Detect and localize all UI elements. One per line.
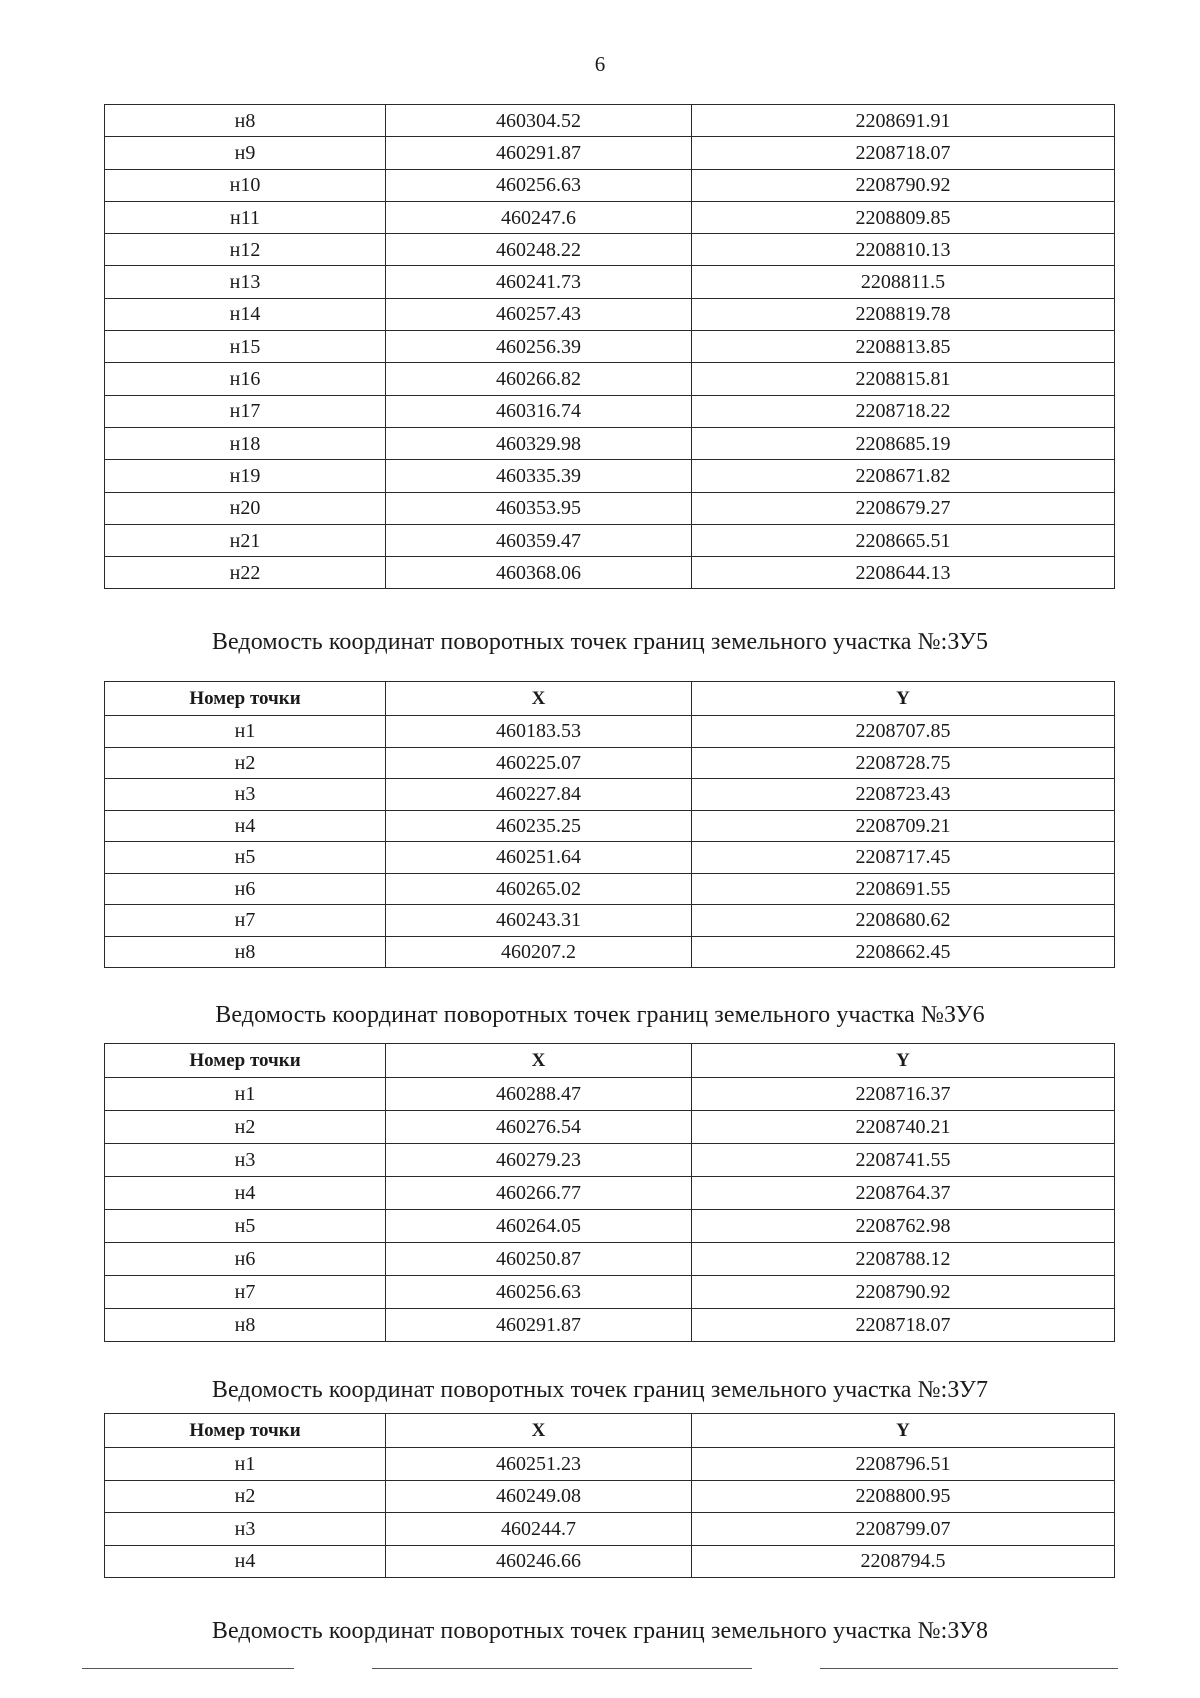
x-coordinate-cell: 460246.66	[386, 1545, 692, 1578]
y-coordinate-cell: 2208718.07	[692, 137, 1115, 169]
column-header-y: Y	[692, 1044, 1115, 1078]
y-coordinate-cell: 2208790.92	[692, 1276, 1115, 1309]
coordinates-table-zu7	[104, 1413, 1115, 1578]
x-coordinate-cell: 460251.23	[386, 1448, 692, 1481]
point-number-cell: н2	[105, 747, 386, 779]
table-row	[105, 557, 1115, 589]
table-row	[105, 427, 1115, 459]
table-row	[105, 105, 1115, 137]
section-title-zu5: Ведомость координат поворотных точек границ земельного участка №:ЗУ5	[211, 629, 989, 655]
x-coordinate-cell: 460266.82	[386, 363, 692, 395]
point-number-cell: н5	[105, 842, 386, 874]
x-coordinate-cell: 460329.98	[386, 427, 692, 459]
y-coordinate-cell: 2208691.55	[692, 873, 1115, 905]
point-number-cell: н4	[105, 1177, 386, 1210]
x-coordinate-cell: 460291.87	[386, 137, 692, 169]
table-row	[105, 1078, 1115, 1111]
x-coordinate-cell: 460335.39	[386, 460, 692, 492]
table-row	[105, 1513, 1115, 1546]
y-coordinate-cell: 2208718.07	[692, 1309, 1115, 1342]
coordinates-table-zu6	[104, 1043, 1115, 1342]
y-coordinate-cell: 2208680.62	[692, 905, 1115, 937]
point-number-cell: н1	[105, 1078, 386, 1111]
x-coordinate-cell: 460316.74	[386, 395, 692, 427]
x-coordinate-cell: 460279.23	[386, 1144, 692, 1177]
point-number-cell: н3	[105, 779, 386, 811]
y-coordinate-cell: 2208800.95	[692, 1480, 1115, 1513]
table-row	[105, 1309, 1115, 1342]
point-number-cell: н14	[105, 298, 386, 330]
column-header-y: Y	[692, 682, 1115, 716]
x-coordinate-cell: 460265.02	[386, 873, 692, 905]
point-number-cell: н6	[105, 873, 386, 905]
table-row	[105, 842, 1115, 874]
point-number-cell: н19	[105, 460, 386, 492]
y-coordinate-cell: 2208718.22	[692, 395, 1115, 427]
page-number: 6	[594, 52, 606, 76]
x-coordinate-cell: 460276.54	[386, 1111, 692, 1144]
y-coordinate-cell: 2208662.45	[692, 936, 1115, 968]
coordinates-table-continued	[104, 104, 1115, 589]
y-coordinate-cell: 2208796.51	[692, 1448, 1115, 1481]
y-coordinate-cell: 2208644.13	[692, 557, 1115, 589]
table-row	[105, 1448, 1115, 1481]
footer-rule	[82, 1668, 294, 1669]
table-row	[105, 137, 1115, 169]
point-number-cell: н4	[105, 1545, 386, 1578]
point-number-cell: н8	[105, 936, 386, 968]
point-number-cell: н2	[105, 1111, 386, 1144]
column-header-x: X	[386, 1414, 692, 1448]
table-row	[105, 492, 1115, 524]
column-header-x: X	[386, 682, 692, 716]
table-row	[105, 810, 1115, 842]
point-number-cell: н1	[105, 1448, 386, 1481]
column-header-point-number: Номер точки	[105, 1044, 386, 1078]
table-row	[105, 1243, 1115, 1276]
x-coordinate-cell: 460266.77	[386, 1177, 692, 1210]
table-row	[105, 266, 1115, 298]
y-coordinate-cell: 2208716.37	[692, 1078, 1115, 1111]
y-coordinate-cell: 2208790.92	[692, 169, 1115, 201]
y-coordinate-cell: 2208810.13	[692, 234, 1115, 266]
y-coordinate-cell: 2208728.75	[692, 747, 1115, 779]
table-row	[105, 1111, 1115, 1144]
y-coordinate-cell: 2208685.19	[692, 427, 1115, 459]
x-coordinate-cell: 460359.47	[386, 524, 692, 556]
point-number-cell: н11	[105, 201, 386, 233]
section-title-zu6: Ведомость координат поворотных точек границ земельного участка №ЗУ6	[215, 1002, 985, 1028]
x-coordinate-cell: 460288.47	[386, 1078, 692, 1111]
x-coordinate-cell: 460257.43	[386, 298, 692, 330]
y-coordinate-cell: 2208762.98	[692, 1210, 1115, 1243]
point-number-cell: н17	[105, 395, 386, 427]
y-coordinate-cell: 2208741.55	[692, 1144, 1115, 1177]
table-row	[105, 747, 1115, 779]
y-coordinate-cell: 2208740.21	[692, 1111, 1115, 1144]
table-row	[105, 1177, 1115, 1210]
y-coordinate-cell: 2208813.85	[692, 331, 1115, 363]
point-number-cell: н13	[105, 266, 386, 298]
table-row	[105, 873, 1115, 905]
section-title-zu8: Ведомость координат поворотных точек границ земельного участка №:ЗУ8	[211, 1618, 989, 1644]
x-coordinate-cell: 460241.73	[386, 266, 692, 298]
point-number-cell: н3	[105, 1144, 386, 1177]
x-coordinate-cell: 460235.25	[386, 810, 692, 842]
y-coordinate-cell: 2208709.21	[692, 810, 1115, 842]
x-coordinate-cell: 460256.63	[386, 1276, 692, 1309]
section-title-zu7: Ведомость координат поворотных точек границ земельного участка №:ЗУ7	[211, 1377, 989, 1403]
point-number-cell: н12	[105, 234, 386, 266]
y-coordinate-cell: 2208764.37	[692, 1177, 1115, 1210]
point-number-cell: н18	[105, 427, 386, 459]
y-coordinate-cell: 2208707.85	[692, 716, 1115, 748]
y-coordinate-cell: 2208671.82	[692, 460, 1115, 492]
point-number-cell: н3	[105, 1513, 386, 1546]
point-number-cell: н8	[105, 1309, 386, 1342]
x-coordinate-cell: 460225.07	[386, 747, 692, 779]
table-row	[105, 1144, 1115, 1177]
x-coordinate-cell: 460183.53	[386, 716, 692, 748]
x-coordinate-cell: 460291.87	[386, 1309, 692, 1342]
point-number-cell: н16	[105, 363, 386, 395]
y-coordinate-cell: 2208819.78	[692, 298, 1115, 330]
table-row	[105, 201, 1115, 233]
point-number-cell: н22	[105, 557, 386, 589]
x-coordinate-cell: 460264.05	[386, 1210, 692, 1243]
x-coordinate-cell: 460304.52	[386, 105, 692, 137]
x-coordinate-cell: 460249.08	[386, 1480, 692, 1513]
column-header-point-number: Номер точки	[105, 682, 386, 716]
table-row	[105, 363, 1115, 395]
y-coordinate-cell: 2208788.12	[692, 1243, 1115, 1276]
point-number-cell: н15	[105, 331, 386, 363]
table-row	[105, 1276, 1115, 1309]
x-coordinate-cell: 460353.95	[386, 492, 692, 524]
column-header-y: Y	[692, 1414, 1115, 1448]
point-number-cell: н4	[105, 810, 386, 842]
x-coordinate-cell: 460250.87	[386, 1243, 692, 1276]
point-number-cell: н1	[105, 716, 386, 748]
footer-rule	[372, 1668, 752, 1669]
x-coordinate-cell: 460207.2	[386, 936, 692, 968]
table-row	[105, 460, 1115, 492]
y-coordinate-cell: 2208799.07	[692, 1513, 1115, 1546]
y-coordinate-cell: 2208679.27	[692, 492, 1115, 524]
point-number-cell: н5	[105, 1210, 386, 1243]
table-row	[105, 395, 1115, 427]
table-row	[105, 779, 1115, 811]
y-coordinate-cell: 2208665.51	[692, 524, 1115, 556]
table-row	[105, 1480, 1115, 1513]
y-coordinate-cell: 2208815.81	[692, 363, 1115, 395]
x-coordinate-cell: 460227.84	[386, 779, 692, 811]
table-row	[105, 1210, 1115, 1243]
y-coordinate-cell: 2208717.45	[692, 842, 1115, 874]
point-number-cell: н20	[105, 492, 386, 524]
table-row	[105, 331, 1115, 363]
x-coordinate-cell: 460368.06	[386, 557, 692, 589]
point-number-cell: н6	[105, 1243, 386, 1276]
table-row	[105, 1545, 1115, 1578]
y-coordinate-cell: 2208691.91	[692, 105, 1115, 137]
footer-rule	[820, 1668, 1118, 1669]
x-coordinate-cell: 460247.6	[386, 201, 692, 233]
table-row	[105, 936, 1115, 968]
point-number-cell: н2	[105, 1480, 386, 1513]
table-row	[105, 234, 1115, 266]
point-number-cell: н8	[105, 105, 386, 137]
column-header-point-number: Номер точки	[105, 1414, 386, 1448]
x-coordinate-cell: 460256.63	[386, 169, 692, 201]
point-number-cell: н10	[105, 169, 386, 201]
table-row	[105, 169, 1115, 201]
y-coordinate-cell: 2208811.5	[692, 266, 1115, 298]
x-coordinate-cell: 460243.31	[386, 905, 692, 937]
y-coordinate-cell: 2208809.85	[692, 201, 1115, 233]
point-number-cell: н21	[105, 524, 386, 556]
point-number-cell: н7	[105, 905, 386, 937]
point-number-cell: н9	[105, 137, 386, 169]
x-coordinate-cell: 460251.64	[386, 842, 692, 874]
table-row	[105, 524, 1115, 556]
table-row	[105, 905, 1115, 937]
x-coordinate-cell: 460256.39	[386, 331, 692, 363]
column-header-x: X	[386, 1044, 692, 1078]
y-coordinate-cell: 2208723.43	[692, 779, 1115, 811]
y-coordinate-cell: 2208794.5	[692, 1545, 1115, 1578]
point-number-cell: н7	[105, 1276, 386, 1309]
x-coordinate-cell: 460248.22	[386, 234, 692, 266]
table-row	[105, 298, 1115, 330]
coordinates-table-zu5	[104, 681, 1115, 968]
x-coordinate-cell: 460244.7	[386, 1513, 692, 1546]
table-row	[105, 716, 1115, 748]
